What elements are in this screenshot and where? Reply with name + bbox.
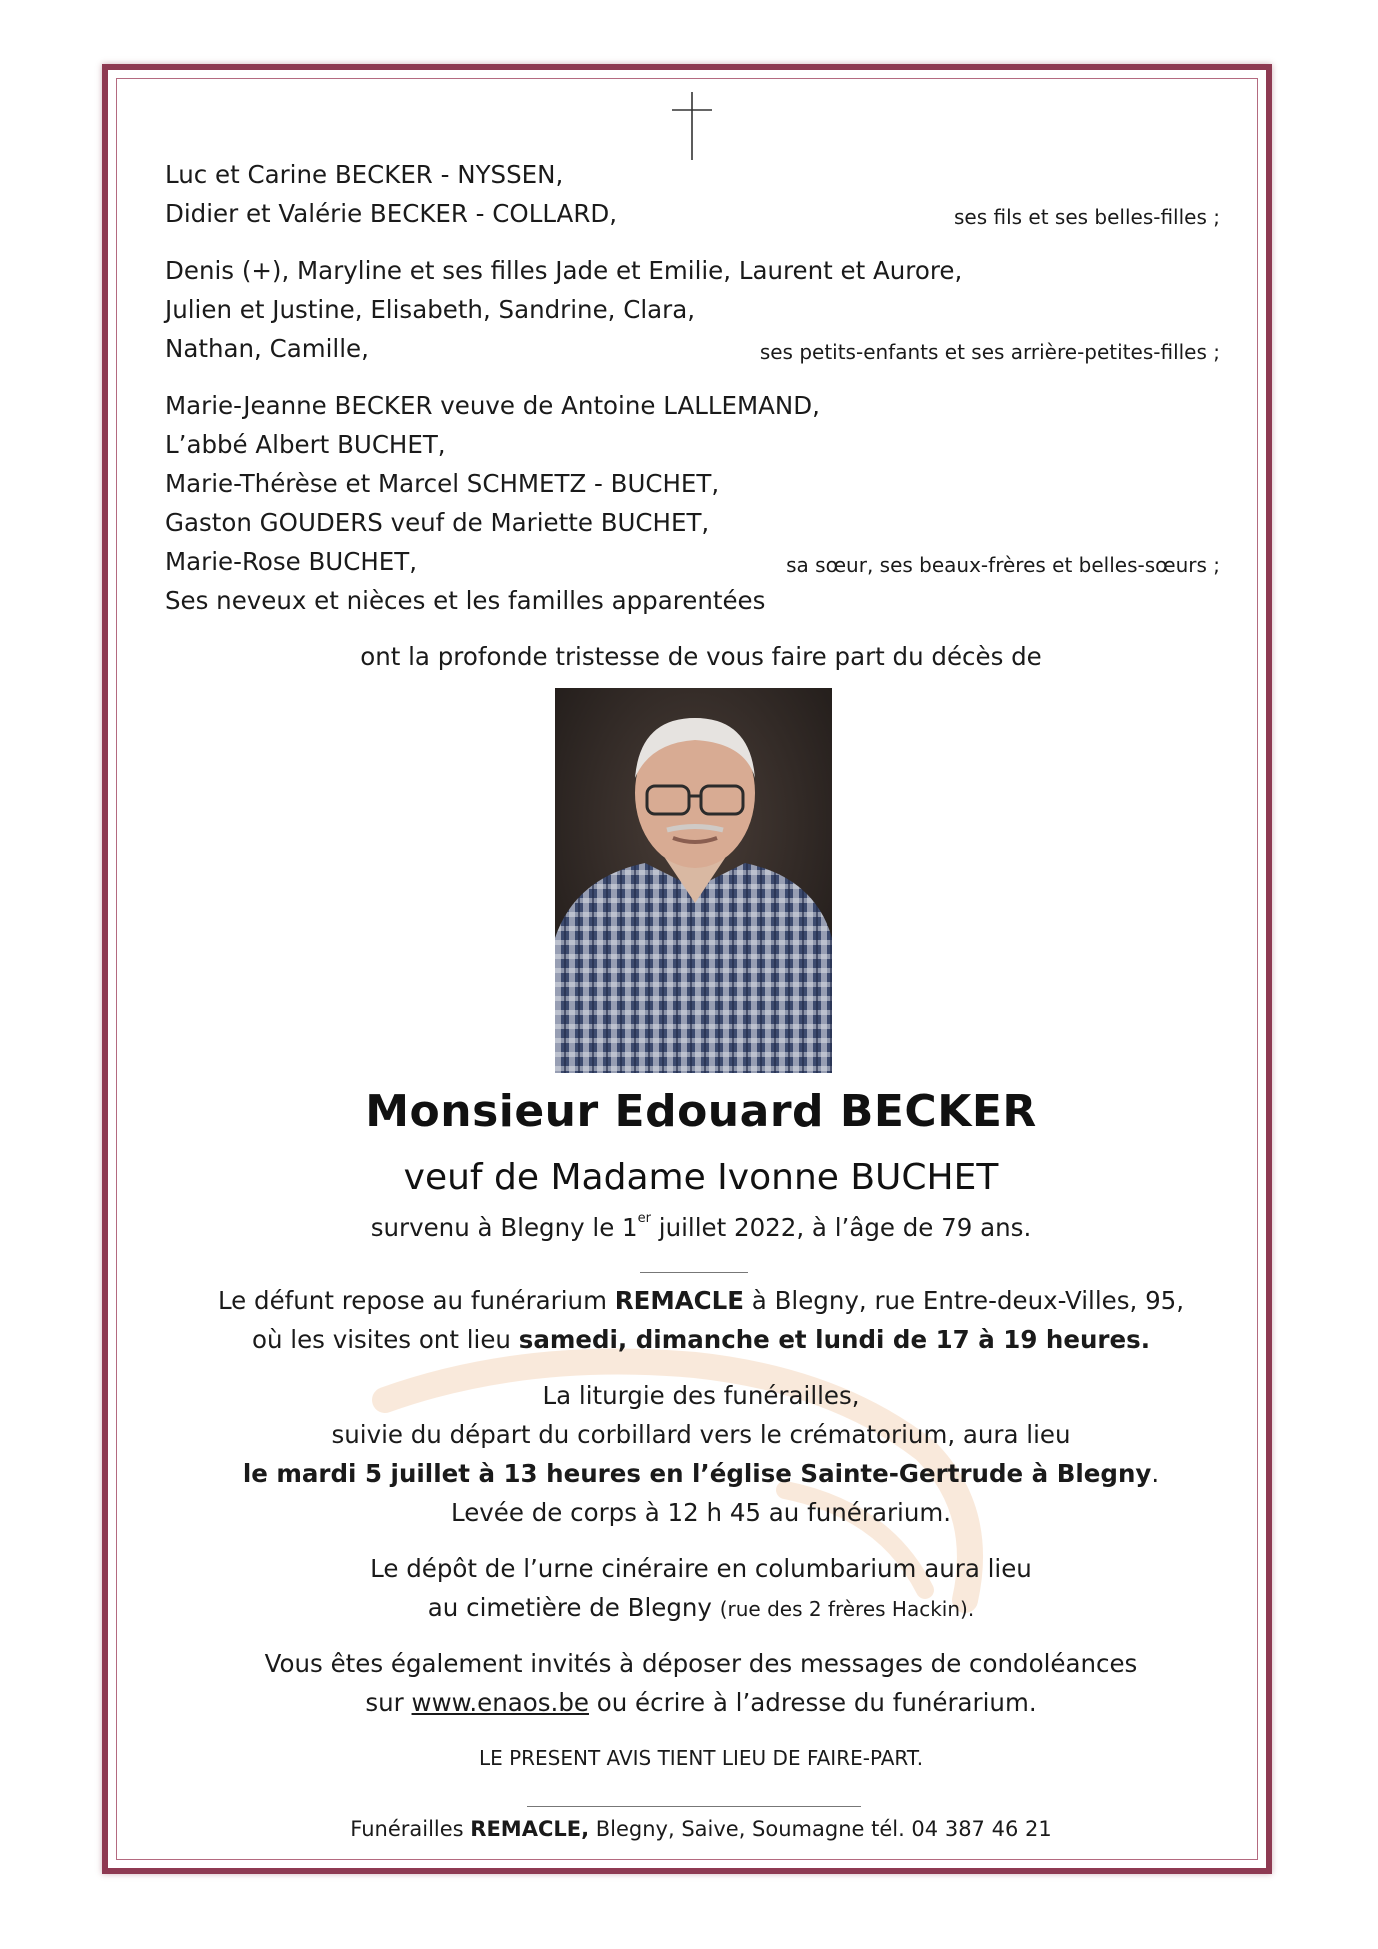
funeral-line-9: Vous êtes également invités à déposer des messages de condoléances	[264, 1649, 1138, 1678]
family-line: Ses neveux et nièces et les familles apparentées	[165, 586, 766, 615]
funeral-line-10	[130, 1688, 1272, 1717]
funeral-line-7: Le dépôt de l’urne cinéraire en columbarium aura lieu	[370, 1554, 1032, 1583]
funeral-line-8	[130, 1593, 1272, 1622]
family-line: Gaston GOUDERS veuf de Mariette BUCHET,	[165, 508, 710, 537]
cemetery-address: (rue des 2 frères Hackin).	[719, 1597, 975, 1621]
family-line: Denis (+), Maryline et ses filles Jade et Emilie, Laurent et Aurore,	[165, 256, 963, 285]
text: sur	[365, 1688, 412, 1717]
ceremony-datetime: le mardi 5 juillet à 13 heures en l’église Sainte-Gertrude à Blegny	[242, 1459, 1152, 1488]
death-prefix: survenu à Blegny le 1	[370, 1213, 638, 1242]
relation-label: ses fils et ses belles-filles ;	[953, 205, 1220, 229]
family-line: L’abbé Albert BUCHET,	[165, 430, 446, 459]
condolence-link[interactable]: www.enaos.be	[411, 1688, 589, 1717]
funeral-line-6: Levée de corps à 12 h 45 au funérarium.	[450, 1498, 952, 1527]
funeral-line-2	[130, 1325, 1272, 1354]
footer-contact: Blegny, Saive, Soumagne tél. 04 387 46 21	[589, 1817, 1052, 1841]
family-line: Didier et Valérie BECKER - COLLARD,	[165, 199, 617, 228]
company-name: REMACLE,	[470, 1817, 590, 1841]
family-line: Nathan, Camille,	[165, 334, 369, 363]
text: Le défunt repose au funérarium	[217, 1286, 615, 1315]
divider	[640, 1272, 748, 1273]
death-info	[130, 1213, 1272, 1242]
funeral-line-1	[130, 1286, 1272, 1315]
widow-of-text: veuf de Madame Ivonne BUCHET	[403, 1157, 999, 1198]
text: où les visites ont lieu	[251, 1325, 519, 1354]
text: Funérailles	[350, 1817, 471, 1841]
text: au cimetière de Blegny	[427, 1593, 720, 1622]
footer-divider	[527, 1806, 861, 1807]
notice: LE PRESENT AVIS TIENT LIEU DE FAIRE-PART.	[478, 1746, 924, 1770]
family-line: Marie-Thérèse et Marcel SCHMETZ - BUCHET,	[165, 469, 720, 498]
cross-icon	[668, 90, 716, 162]
announcement: ont la profonde tristesse de vous faire part du décès de	[360, 642, 1042, 671]
funeral-line-4: suivie du départ du corbillard vers le crématorium, aura lieu	[331, 1420, 1071, 1449]
relation-label: ses petits-enfants et ses arrière-petites-filles ;	[759, 340, 1220, 364]
family-line: Marie-Jeanne BECKER veuve de Antoine LALLEMAND,	[165, 391, 820, 420]
widow-of	[130, 1157, 1272, 1198]
relation-label: sa sœur, ses beaux-frères et belles-sœurs ;	[786, 553, 1220, 577]
deceased-name: Monsieur Edouard BECKER	[365, 1086, 1037, 1137]
family-line: Julien et Justine, Elisabeth, Sandrine, Clara,	[165, 295, 696, 324]
funerarium-name: REMACLE	[614, 1286, 745, 1315]
text: .	[1151, 1459, 1160, 1488]
text: ou écrire à l’adresse du funérarium.	[588, 1688, 1037, 1717]
footer	[130, 1817, 1272, 1841]
funeral-line-3: La liturgie des funérailles,	[542, 1381, 860, 1410]
family-line: Marie-Rose BUCHET,	[165, 547, 417, 576]
visit-hours: samedi, dimanche et lundi de 17 à 19 heures.	[518, 1325, 1151, 1354]
death-suffix: juillet 2022, à l’âge de 79 ans.	[651, 1213, 1032, 1242]
family-line: Luc et Carine BECKER - NYSSEN,	[165, 160, 564, 189]
funeral-line-5	[130, 1459, 1272, 1488]
portrait-photo	[555, 688, 832, 1073]
text: à Blegny, rue Entre-deux-Villes, 95,	[744, 1286, 1185, 1315]
death-sup: er	[637, 1211, 651, 1226]
